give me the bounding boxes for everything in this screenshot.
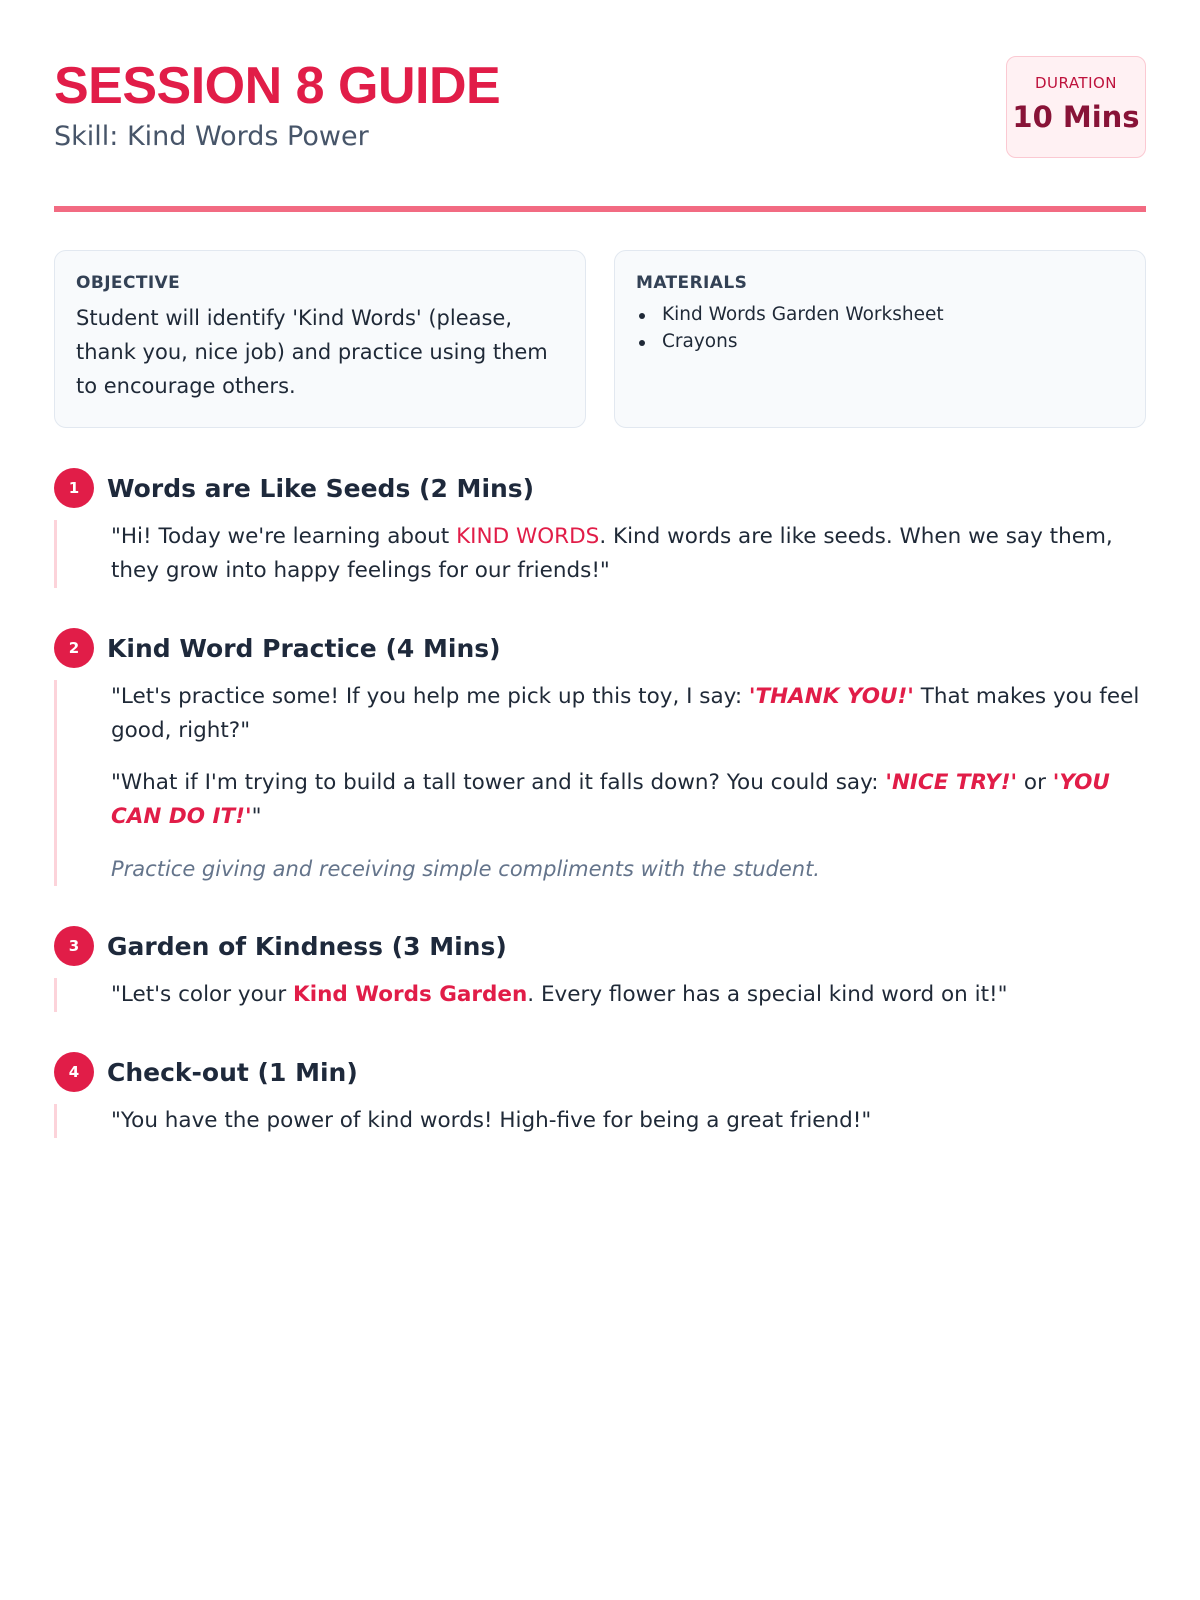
step-1 (54, 468, 1146, 588)
script-text-part: " (251, 804, 262, 829)
script-text (111, 1104, 1146, 1138)
step-header (54, 628, 1146, 668)
material-item: Crayons (636, 328, 1124, 355)
objective-card (54, 250, 586, 428)
skill-subtitle: Skill: Kind Words Power (54, 121, 369, 152)
script-text-part: That makes you feel good, right?" (111, 684, 1140, 743)
script-text (111, 766, 1146, 834)
duration-badge (1006, 56, 1146, 158)
page-title: SESSION 8 GUIDE (54, 57, 501, 115)
script-text-part: "What if I'm trying to build a tall tower and it falls down? You could say: (111, 770, 886, 795)
kind-phrase-emphasis: 'NICE TRY!' (885, 770, 1018, 795)
step-title: Check-out (1 Min) (107, 1057, 358, 1087)
step-header (54, 468, 1146, 508)
step-header (54, 926, 1146, 966)
script-text-part: or (1017, 770, 1053, 795)
step-2 (54, 628, 1146, 886)
kind-words-highlight: KIND WORDS (456, 524, 600, 549)
script-text-part: "You have the power of kind words! High-five for being a great friend!" (111, 1108, 872, 1133)
script-text-part: . Every flower has a special kind word on it!" (527, 982, 1008, 1007)
header (54, 56, 1146, 212)
objective-text: Student will identify 'Kind Words' (please, thank you, nice job) and practice using them to encourage others. (76, 306, 548, 398)
materials-label: MATERIALS (636, 273, 748, 293)
objective-label: OBJECTIVE (76, 273, 181, 293)
script-text (111, 680, 1146, 748)
step-number-badge: 1 (54, 468, 94, 508)
script-text-part: "Let's practice some! If you help me pick up this toy, I say: (111, 684, 749, 709)
step-number-badge: 4 (54, 1052, 94, 1092)
script-text (111, 520, 1146, 588)
kind-phrase-emphasis: 'THANK YOU!' (748, 684, 914, 709)
materials-list (636, 301, 1124, 355)
material-item: Kind Words Garden Worksheet (636, 301, 1124, 328)
activity-steps (54, 468, 1146, 1138)
script-text (111, 978, 1146, 1012)
step-body (54, 1104, 1146, 1138)
script-text-part: "Let's color your (111, 982, 294, 1007)
step-4 (54, 1052, 1146, 1138)
materials-card (614, 250, 1146, 428)
duration-label: DURATION (1034, 74, 1118, 92)
step-header (54, 1052, 1146, 1092)
script-text-part: "Hi! Today we're learning about (111, 524, 457, 549)
step-body (54, 520, 1146, 588)
step-body (54, 680, 1146, 886)
facilitator-note: Practice giving and receiving simple compliments with the student. (111, 857, 820, 881)
info-cards (54, 250, 1146, 428)
step-number-badge: 2 (54, 628, 94, 668)
step-body (54, 978, 1146, 1012)
kind-phrase-emphasis: 'YOU CAN DO IT!' (111, 770, 1110, 829)
step-title: Kind Word Practice (4 Mins) (107, 633, 501, 663)
step-number-badge: 3 (54, 926, 94, 966)
step-3 (54, 926, 1146, 1012)
step-title: Garden of Kindness (3 Mins) (107, 931, 507, 961)
duration-value: 10 Mins (1012, 100, 1140, 134)
worksheet-highlight: Kind Words Garden (293, 982, 528, 1007)
script-text-part: . Kind words are like seeds. When we say them, they grow into happy feelings for our friends!" (111, 524, 1113, 583)
step-title: Words are Like Seeds (2 Mins) (107, 473, 535, 503)
